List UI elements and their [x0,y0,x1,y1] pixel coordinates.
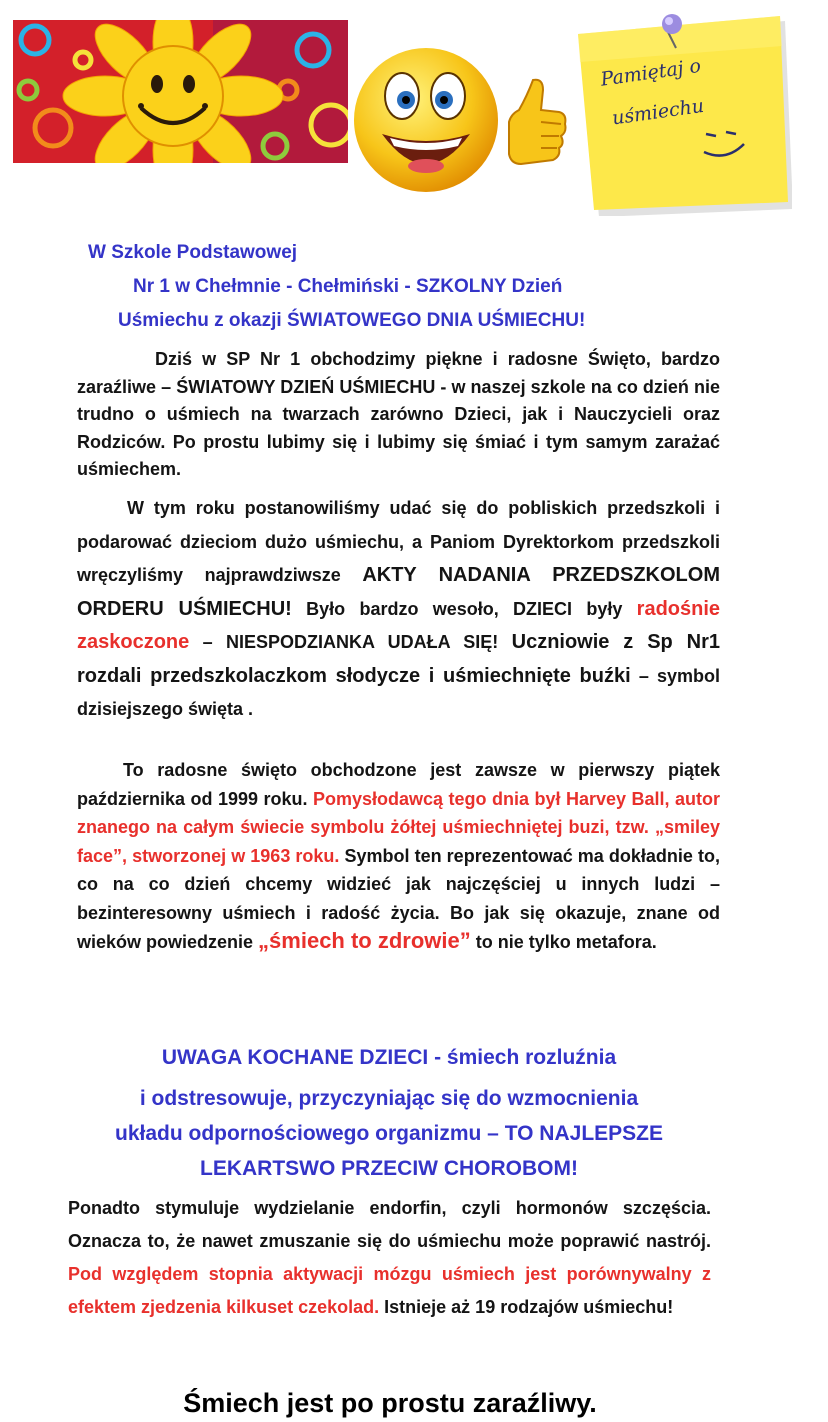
notice-line-2: i odstresowuje, przyczyniając się do wzmocnienia [139,1087,639,1110]
notice-line-1: UWAGA KOCHANE DZIECI - śmiech rozluźnia [161,1046,617,1069]
note-line-2: uśmiechu [610,94,706,130]
paragraph-2 [77,492,720,727]
paragraph-2-award-text: AKTY NADANIA PRZEDSZKOLOM ORDERU UŚMIECHU! [77,564,720,620]
closing-sentence: Śmiech jest po prostu zaraźliwy. [183,1388,597,1418]
paragraph-2-text-c: – NIESPODZIANKA UDAŁA SIĘ! [189,632,512,652]
paragraph-3-text-b: Symbol ten reprezentować ma dokładnie to, co na co dzień chcemy widzieć jak najczęściej u innych ludzi – bezinteresowny uśmiech i radość życia. Bo jak się okazuje, znane od wieków powiedzenie [77,845,720,952]
paragraph-4 [68,1192,711,1324]
title-line-3: Uśmiechu z okazji ŚWIATOWEGO DNIA UŚMIECHU! [118,310,586,331]
paragraph-3-saying-text: „śmiech to zdrowie” [258,928,471,953]
title-line-1: W Szkole Podstawowej [88,242,298,263]
paragraph-2-surprised-text: radośnie zaskoczone [77,597,721,653]
paragraph-3-text-a: To radosne święto obchodzone jest zawsze w pierwszy piątek października od 1999 roku. [77,760,720,809]
paragraph-4-text-b: Istnieje aż 19 rodzajów uśmiechu! [379,1297,674,1317]
paragraph-2-students-text: Uczniowie z Sp Nr1 rozdali przedszkolaczkom słodycze i uśmiechnięte buźki [77,631,720,687]
paragraph-2-text-d: – symbol dzisiejszego święta . [77,665,720,719]
paragraph-4-brain-text: Pod względem stopnia aktywacji mózgu uśmiech jest porównywalny z efektem zjedzenia kilkuset czekolad. [68,1264,711,1317]
notice-line-4: LEKARTSWO PRZECIW CHOROBOM! [200,1157,578,1180]
paragraph-3-harvey-ball-text: Pomysłodawcą tego dnia był Harvey Ball, autor znanego na całym świecie symbolu żółtej uśmiechniętej buzi, tzw. „smiley face”, stworzonej w 1963 roku. [77,788,720,866]
paragraph-3 [77,756,720,957]
paragraph-4-text-a: Ponadto stymuluje wydzielanie endorfin, czyli hormonów szczęścia. Oznacza to, że nawet zmuszanie się do uśmiechu może poprawić nastrój. [68,1198,711,1251]
sunflower-image [13,20,348,163]
thumbs-up-icon [503,76,569,168]
paragraph-2-text-a: W tym roku postanowiliśmy udać się do pobliskich przedszkoli i podarować dzieciom dużo uśmiechu, a Paniom Dyrektorkom przedszkoli wręczyliśmy najprawdziwsze [77,498,720,585]
paragraph-3-text-c: to nie tylko metafora. [470,932,657,952]
paragraph-2-text-b: Było bardzo wesoło, DZIECI były [291,598,637,619]
paragraph-1 [77,346,720,484]
notice-line-3: układu odpornościowego organizmu – TO NAJLEPSZE [115,1122,663,1145]
title-line-2: Nr 1 w Chełmnie - Chełmiński - SZKOLNY Dzień [133,276,563,297]
note-line-1: Pamiętaj o [599,54,703,91]
smiley-face-icon [350,44,502,196]
paragraph-1-text: Dziś w SP Nr 1 obchodzimy piękne i radosne Święto, bardzo zaraźliwe – ŚWIATOWY DZIEŃ UŚMIECHU - w naszej szkole na co dzień nie trudno o uśmiech na twarzach zarówno Dzieci, jak i Nauczycieli oraz Rodziców. Po prostu lubimy się i lubimy się śmiać i tym samym zarażać uśmiechem. [77,349,720,479]
